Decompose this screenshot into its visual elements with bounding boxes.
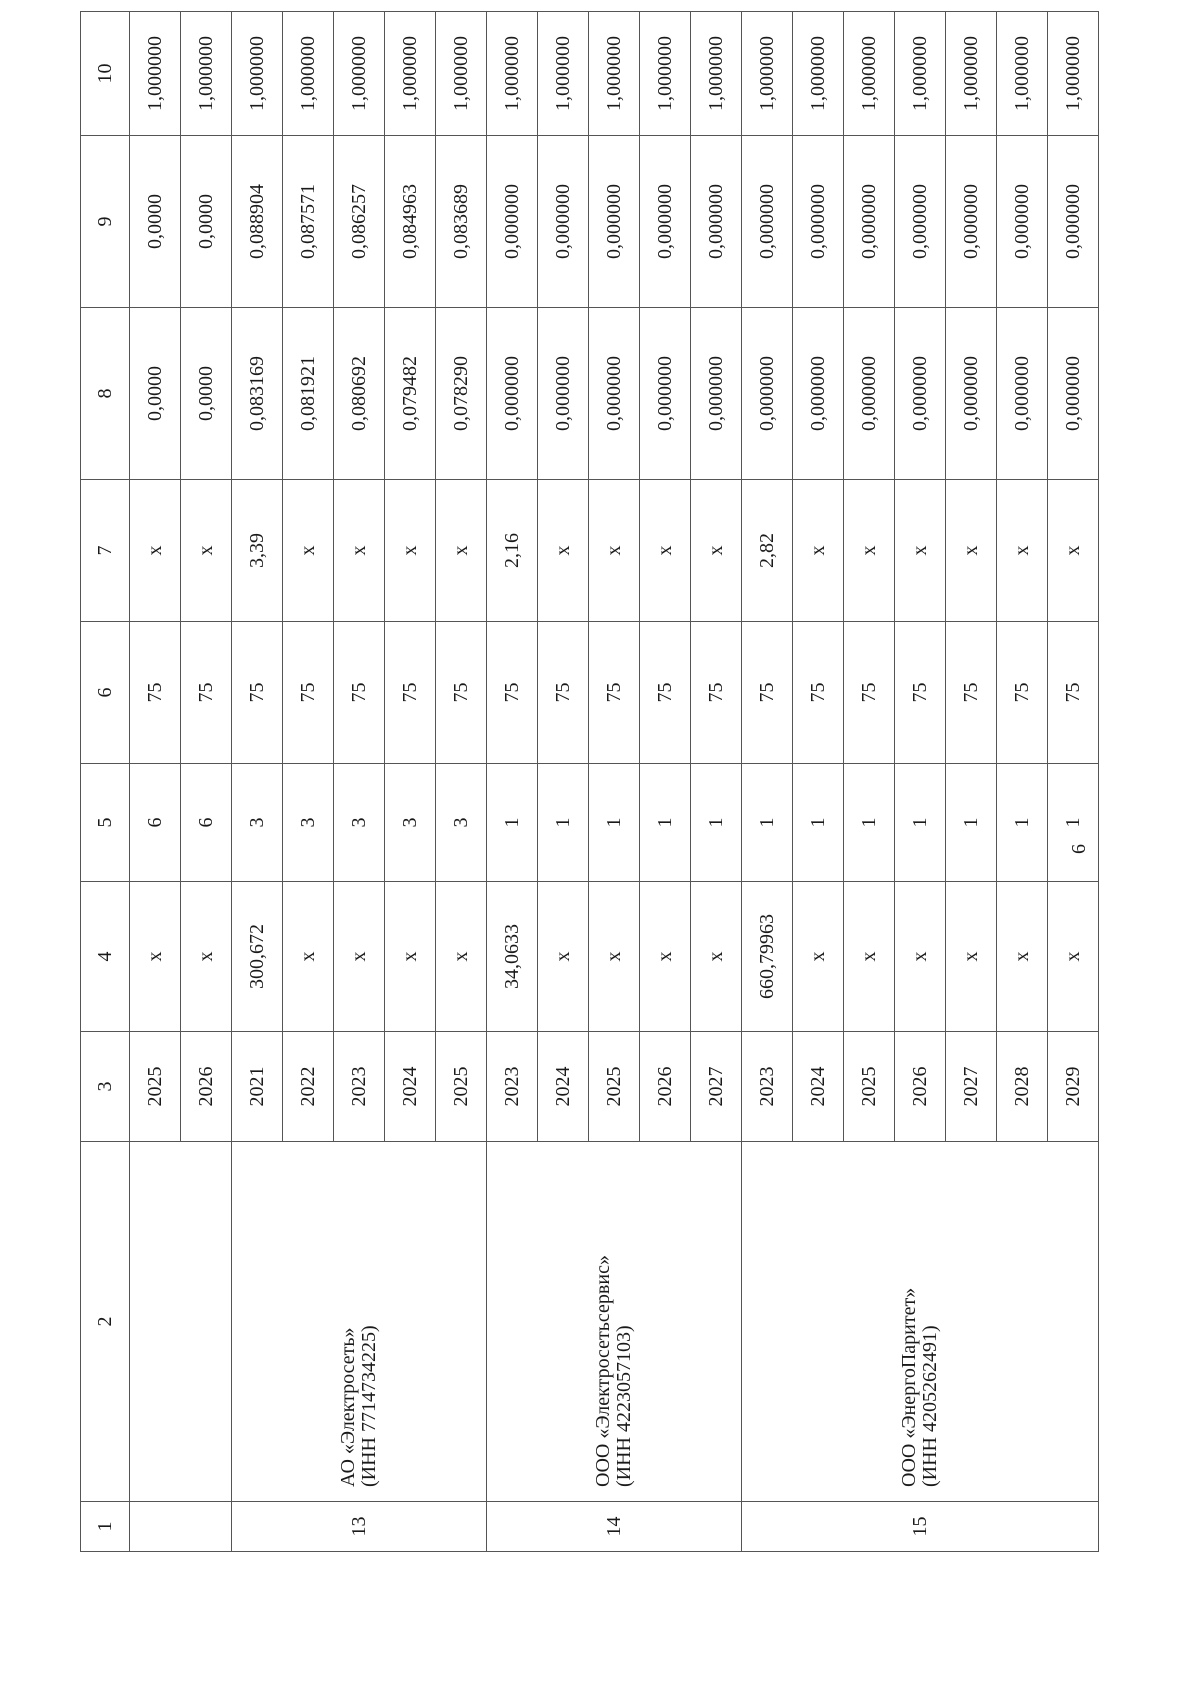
table-cell: 75 (844, 622, 895, 764)
table-cell: x (793, 480, 844, 622)
table-cell: 2026 (640, 1032, 691, 1142)
table-cell: 0,000000 (742, 136, 793, 308)
table-cell: 1 (895, 764, 946, 882)
organization-cell (130, 1142, 232, 1502)
table-cell: 0,000000 (895, 308, 946, 480)
table-cell: 0,087571 (283, 136, 334, 308)
row-number-cell: 15 (742, 1502, 1099, 1552)
table-cell: 1,000000 (1048, 12, 1099, 136)
table-cell: 2027 (946, 1032, 997, 1142)
organization-line: (ИНН 4205262491) (919, 1325, 941, 1487)
table-cell: 3,39 (232, 480, 283, 622)
table-cell: 1,000000 (487, 12, 538, 136)
header-cell: 4 (81, 882, 130, 1032)
row-number-cell (130, 1502, 232, 1552)
table-cell: 0,000000 (946, 308, 997, 480)
table-cell: 0,083689 (436, 136, 487, 308)
table-cell: 0,000000 (1048, 308, 1099, 480)
table-cell: 75 (436, 622, 487, 764)
table-cell: 0,0000 (130, 136, 181, 308)
table-cell: x (283, 480, 334, 622)
table-cell: 75 (487, 622, 538, 764)
table-cell: 1 (1048, 764, 1099, 882)
table-cell: 1 (691, 764, 742, 882)
table-cell: x (844, 882, 895, 1032)
table-row (487, 12, 538, 1552)
table-cell: 1 (946, 764, 997, 882)
table-cell: x (793, 882, 844, 1032)
table-cell: 2029 (1048, 1032, 1099, 1142)
table-cell: x (130, 480, 181, 622)
table-cell: 2022 (283, 1032, 334, 1142)
table-cell: 0,000000 (997, 136, 1048, 308)
table-cell: 1,000000 (538, 12, 589, 136)
header-cell: 2 (81, 1142, 130, 1502)
table-cell: x (946, 882, 997, 1032)
table-cell: 0,0000 (130, 308, 181, 480)
table-cell: 1 (640, 764, 691, 882)
table-row (232, 12, 283, 1552)
table-cell: 3 (385, 764, 436, 882)
table-cell: 2023 (334, 1032, 385, 1142)
table-cell: x (946, 480, 997, 622)
tariff-table (80, 11, 1099, 1552)
table-cell: 0,088904 (232, 136, 283, 308)
table-cell: 0,000000 (538, 308, 589, 480)
table-cell: 1 (844, 764, 895, 882)
table-cell: x (1048, 480, 1099, 622)
row-number-cell: 13 (232, 1502, 487, 1552)
table-cell: 75 (691, 622, 742, 764)
table-cell: 0,000000 (946, 136, 997, 308)
table-cell: 75 (793, 622, 844, 764)
table-cell: 1,000000 (640, 12, 691, 136)
table-cell: x (538, 480, 589, 622)
table-cell: 0,0000 (181, 136, 232, 308)
table-cell: 0,000000 (487, 136, 538, 308)
table-cell: 3 (334, 764, 385, 882)
header-cell: 8 (81, 308, 130, 480)
table-cell: 3 (283, 764, 334, 882)
header-cell: 5 (81, 764, 130, 882)
table-cell: x (385, 882, 436, 1032)
table-cell: 1 (997, 764, 1048, 882)
table-cell: 75 (589, 622, 640, 764)
table-cell: 1,000000 (232, 12, 283, 136)
table-cell: 75 (130, 622, 181, 764)
header-cell: 7 (81, 480, 130, 622)
table-cell: 1,000000 (589, 12, 640, 136)
table-cell: x (997, 882, 1048, 1032)
organization-cell (742, 1142, 1099, 1502)
table-cell: 2023 (487, 1032, 538, 1142)
table-row (742, 12, 793, 1552)
table-cell: 0,083169 (232, 308, 283, 480)
table-cell: x (895, 882, 946, 1032)
table-cell: x (385, 480, 436, 622)
table-cell: 1,000000 (691, 12, 742, 136)
table-cell: x (589, 882, 640, 1032)
table-cell: 75 (538, 622, 589, 764)
table-cell: 2026 (181, 1032, 232, 1142)
table-cell: 0,000000 (844, 136, 895, 308)
table-cell: 75 (334, 622, 385, 764)
table-cell: 2025 (844, 1032, 895, 1142)
table-cell: 0,000000 (793, 136, 844, 308)
table-cell: 75 (283, 622, 334, 764)
table-cell: 0,000000 (691, 308, 742, 480)
table-cell: 1,000000 (895, 12, 946, 136)
table-cell: 0,078290 (436, 308, 487, 480)
table-cell: 0,000000 (997, 308, 1048, 480)
table-cell: 75 (181, 622, 232, 764)
table-cell: 2027 (691, 1032, 742, 1142)
table-cell: 0,081921 (283, 308, 334, 480)
page-number: 6 (1068, 844, 1090, 854)
table-cell: 1,000000 (436, 12, 487, 136)
table-cell: 1 (742, 764, 793, 882)
organization-cell (232, 1142, 487, 1502)
table-cell: 6 (130, 764, 181, 882)
table-cell: 2025 (436, 1032, 487, 1142)
table-cell: x (895, 480, 946, 622)
table-cell: 6 (181, 764, 232, 882)
table-cell: 0,000000 (742, 308, 793, 480)
table-cell: x (181, 480, 232, 622)
table-cell: 3 (436, 764, 487, 882)
table-cell: x (334, 480, 385, 622)
table-cell: 0,000000 (640, 308, 691, 480)
table-cell: 0,000000 (793, 308, 844, 480)
header-cell: 3 (81, 1032, 130, 1142)
table-cell: x (538, 882, 589, 1032)
table-cell: 1 (487, 764, 538, 882)
table-cell: 75 (742, 622, 793, 764)
row-number-cell: 14 (487, 1502, 742, 1552)
table-cell: 0,084963 (385, 136, 436, 308)
table-cell: 0,0000 (181, 308, 232, 480)
table-cell: 75 (640, 622, 691, 764)
table-cell: x (1048, 882, 1099, 1032)
table-cell: 2024 (793, 1032, 844, 1142)
header-row (81, 12, 130, 1552)
table-cell: x (691, 882, 742, 1032)
table-cell: 0,079482 (385, 308, 436, 480)
table-cell: 3 (232, 764, 283, 882)
header-cell: 10 (81, 12, 130, 136)
table-cell: x (640, 480, 691, 622)
table-cell: x (283, 882, 334, 1032)
table-cell: 0,000000 (538, 136, 589, 308)
table-cell: x (436, 480, 487, 622)
table-cell: 1,000000 (997, 12, 1048, 136)
table-cell: 75 (385, 622, 436, 764)
table-cell: 2024 (538, 1032, 589, 1142)
table-body (130, 12, 1099, 1552)
table-cell: 2024 (385, 1032, 436, 1142)
table-cell: x (997, 480, 1048, 622)
header-cell: 1 (81, 1502, 130, 1552)
table-cell: 2023 (742, 1032, 793, 1142)
table-cell: 1,000000 (946, 12, 997, 136)
table-cell: 1,000000 (334, 12, 385, 136)
table-cell: 2,82 (742, 480, 793, 622)
table-row (130, 12, 181, 1552)
table-cell: 1,000000 (793, 12, 844, 136)
table-cell: 2021 (232, 1032, 283, 1142)
table-cell: x (691, 480, 742, 622)
table-cell: 1,000000 (130, 12, 181, 136)
table-cell: 75 (997, 622, 1048, 764)
table-cell: 0,000000 (640, 136, 691, 308)
table-cell: 0,000000 (487, 308, 538, 480)
table-cell: x (181, 882, 232, 1032)
table-cell: 34,0633 (487, 882, 538, 1032)
table-cell: x (334, 882, 385, 1032)
table-cell: 1,000000 (844, 12, 895, 136)
table-cell: 1,000000 (181, 12, 232, 136)
table-cell: 1,000000 (742, 12, 793, 136)
table-cell: 75 (1048, 622, 1099, 764)
table-cell: 2026 (895, 1032, 946, 1142)
table-cell: 2025 (130, 1032, 181, 1142)
organization-line: АО «Электросеть» (337, 1327, 359, 1487)
organization-line: ООО «Электросетьсервис» (592, 1255, 614, 1487)
table-cell: 300,672 (232, 882, 283, 1032)
table-cell: 1,000000 (385, 12, 436, 136)
organization-line: (ИНН 4223057103) (613, 1325, 635, 1487)
table-cell: 0,080692 (334, 308, 385, 480)
table-cell: 0,000000 (895, 136, 946, 308)
table-cell: x (130, 882, 181, 1032)
table-cell: 0,000000 (589, 308, 640, 480)
table-cell: x (844, 480, 895, 622)
table-cell: 0,000000 (589, 136, 640, 308)
table-cell: x (589, 480, 640, 622)
table-cell: 75 (232, 622, 283, 764)
table-cell: 0,000000 (691, 136, 742, 308)
table-cell: 0,000000 (844, 308, 895, 480)
organization-line: (ИНН 7714734225) (358, 1325, 380, 1487)
table-cell: 660,79963 (742, 882, 793, 1032)
header-cell: 9 (81, 136, 130, 308)
table-cell: 75 (895, 622, 946, 764)
table-cell: x (640, 882, 691, 1032)
table-cell: 1 (793, 764, 844, 882)
organization-line: ООО «ЭнергоПаритет» (898, 1287, 920, 1487)
table-cell: 75 (946, 622, 997, 764)
table-cell: x (436, 882, 487, 1032)
table-cell: 2025 (589, 1032, 640, 1142)
table-cell: 2028 (997, 1032, 1048, 1142)
table-cell: 1 (589, 764, 640, 882)
organization-cell (487, 1142, 742, 1502)
table-cell: 0,086257 (334, 136, 385, 308)
table-cell: 2,16 (487, 480, 538, 622)
table-cell: 1 (538, 764, 589, 882)
table-cell: 0,000000 (1048, 136, 1099, 308)
header-cell: 6 (81, 622, 130, 764)
table-cell: 1,000000 (283, 12, 334, 136)
